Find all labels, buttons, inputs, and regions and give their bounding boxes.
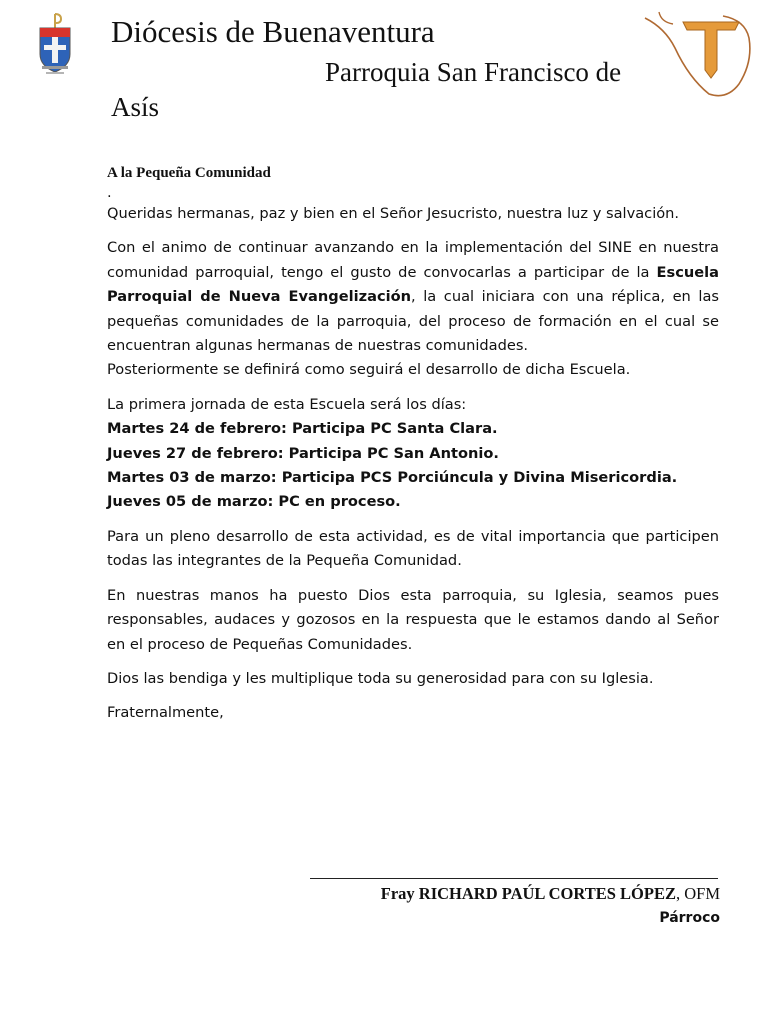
schedule-item: Martes 03 de marzo: Participa PCS Porciúncula y Divina Misericordia. [107, 469, 678, 487]
signatory-full-name: RICHARD PAÚL CORTES LÓPEZ [418, 884, 676, 903]
paragraph-responsibility: En nuestras manos ha puesto Dios esta parroquia, su Iglesia, seamos pues responsables, audaces y gozosos en la respuesta que le estamos dando al Señor en el proceso de Pequeñas Comunidades. [107, 586, 719, 653]
tau-cross-icon [637, 8, 757, 100]
paragraph-convocation-text-cont: , la cual iniciara con una réplica, en las pequeñas comunidades de la parroquia, del proceso de formación en el cual se encuentran algunas hermanas de nuestras comunidades. [107, 288, 719, 355]
paragraph-convocation-followup: Posteriormente se definirá como seguirá el desarrollo de dicha Escuela. [107, 361, 631, 379]
signatory-role: Párroco [659, 910, 720, 926]
paragraph-blessing: Dios las bendiga y les multiplique toda su generosidad para con su Iglesia. [107, 669, 654, 687]
diocese-crest-logo [34, 12, 76, 84]
schedule-item: Jueves 27 de febrero: Participa PC San Antonio. [107, 444, 499, 462]
parish-name-line-2: Asís [111, 92, 160, 122]
signature-line [310, 878, 718, 879]
parish-name-line-1: Parroquia San Francisco de [325, 57, 622, 87]
salutation: Queridas hermanas, paz y bien en el Señor Jesucristo, nuestra luz y salvación. [107, 205, 680, 222]
document-title: Diócesis de Buenaventura [111, 14, 435, 49]
paragraph-convocation-text: Con el animo de continuar avanzando en la implementación del SINE en nuestra comunidad parroquial, tengo el gusto de convocarlas a participar de la [107, 239, 719, 281]
letter-greeting: A la Pequeña Comunidad [107, 165, 271, 181]
school-name: Escuela Parroquial de Nueva Evangelización [107, 263, 719, 306]
paragraph-convocation [107, 236, 719, 382]
greeting-dot: . [107, 184, 112, 201]
signatory-prefix: Fray [380, 884, 419, 903]
schedule-list [107, 393, 719, 515]
schedule-intro: La primera jornada de esta Escuela será los días: [107, 395, 467, 413]
schedule-item: Martes 24 de febrero: Participa PC Santa Clara. [107, 420, 498, 438]
letter-body [107, 162, 719, 736]
schedule-item: Jueves 05 de marzo: PC en proceso. [107, 493, 401, 511]
signatory-name [381, 883, 720, 905]
closing: Fraternalmente, [107, 704, 224, 722]
signatory-order: , OFM [675, 884, 720, 903]
paragraph-participation: Para un pleno desarrollo de esta actividad, es de vital importancia que participen todas las integrantes de la Pequeña Comunidad. [107, 527, 719, 570]
